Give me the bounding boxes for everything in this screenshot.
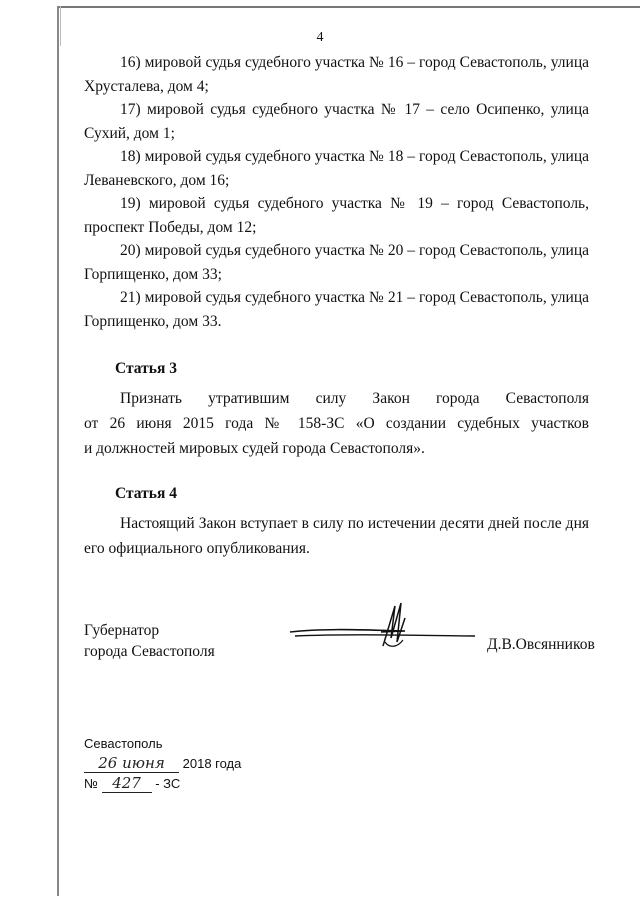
- list-item-continuation: Горпищенко, дом 33;: [84, 265, 222, 283]
- list-items: [84, 51, 589, 333]
- page-number: 4: [316, 30, 324, 45]
- list-item: [84, 286, 589, 333]
- list-item-first-line: 18) мировой судья судебного участка № 18 – город Севастополь, улица: [120, 148, 589, 165]
- article3-text: [84, 386, 589, 461]
- list-item: [84, 192, 589, 239]
- signing-year: 2018 года: [182, 756, 242, 771]
- article3-line2: от 26 июня 2015 года № 158-ЗС «О создании судебных участков: [84, 415, 589, 432]
- number-suffix: - ЗС: [155, 776, 181, 791]
- list-item-first-line: 17) мировой судья судебного участка № 17 – село Осипенко, улица: [120, 101, 589, 118]
- list-item-first-line: 16) мировой судья судебного участка № 16 – город Севастополь, улица: [120, 54, 589, 71]
- article4-line2: его официального опубликования.: [84, 540, 310, 557]
- list-item-continuation: проспект Победы, дом 12;: [84, 218, 257, 236]
- number-sign: №: [84, 776, 98, 791]
- list-item: [84, 239, 589, 286]
- article3-line1: Признать утратившим силу Закон города Севастополя: [120, 390, 589, 407]
- article3-line3: и должностей мировых судей города Севастополя».: [84, 440, 425, 457]
- list-item-first-line: 20) мировой судья судебного участка № 20 – город Севастополь, улица: [120, 242, 589, 259]
- list-item-continuation: Леваневского, дом 16;: [84, 171, 230, 189]
- signatory-title-line1: Губернатор: [84, 622, 160, 639]
- signatory-name: Д.В.Овсянников: [487, 636, 595, 653]
- handwritten-signature: [285, 598, 485, 658]
- scan-edge-left: [57, 6, 59, 896]
- scan-edge-top: [57, 6, 640, 8]
- handwritten-date: 26 июня: [84, 754, 179, 773]
- handwritten-number: 427: [102, 774, 152, 793]
- signatory-title: [84, 620, 215, 662]
- article3-heading: Статья 3: [115, 360, 177, 377]
- article4-text: [84, 511, 589, 561]
- article4-heading: Статья 4: [115, 485, 177, 502]
- list-item-continuation: Хрусталева, дом 4;: [84, 77, 209, 95]
- list-item: [84, 145, 589, 192]
- list-item-continuation: Сухий, дом 1;: [84, 124, 175, 142]
- list-item: [84, 51, 589, 98]
- list-item-continuation: Горпищенко, дом 33.: [84, 312, 222, 330]
- list-item: [84, 98, 589, 145]
- list-item-first-line: 21) мировой судья судебного участка № 21 – город Севастополь, улица: [120, 289, 589, 306]
- list-item-first-line: 19) мировой судья судебного участка № 19 – город Севастополь,: [120, 195, 589, 212]
- signing-date: [84, 754, 241, 773]
- article4-line1: Настоящий Закон вступает в силу по истечении десяти дней после дня: [120, 515, 589, 532]
- place-of-signing: Севастополь: [84, 736, 163, 751]
- law-number: [84, 774, 180, 793]
- signatory-title-line2: города Севастополя: [84, 643, 215, 660]
